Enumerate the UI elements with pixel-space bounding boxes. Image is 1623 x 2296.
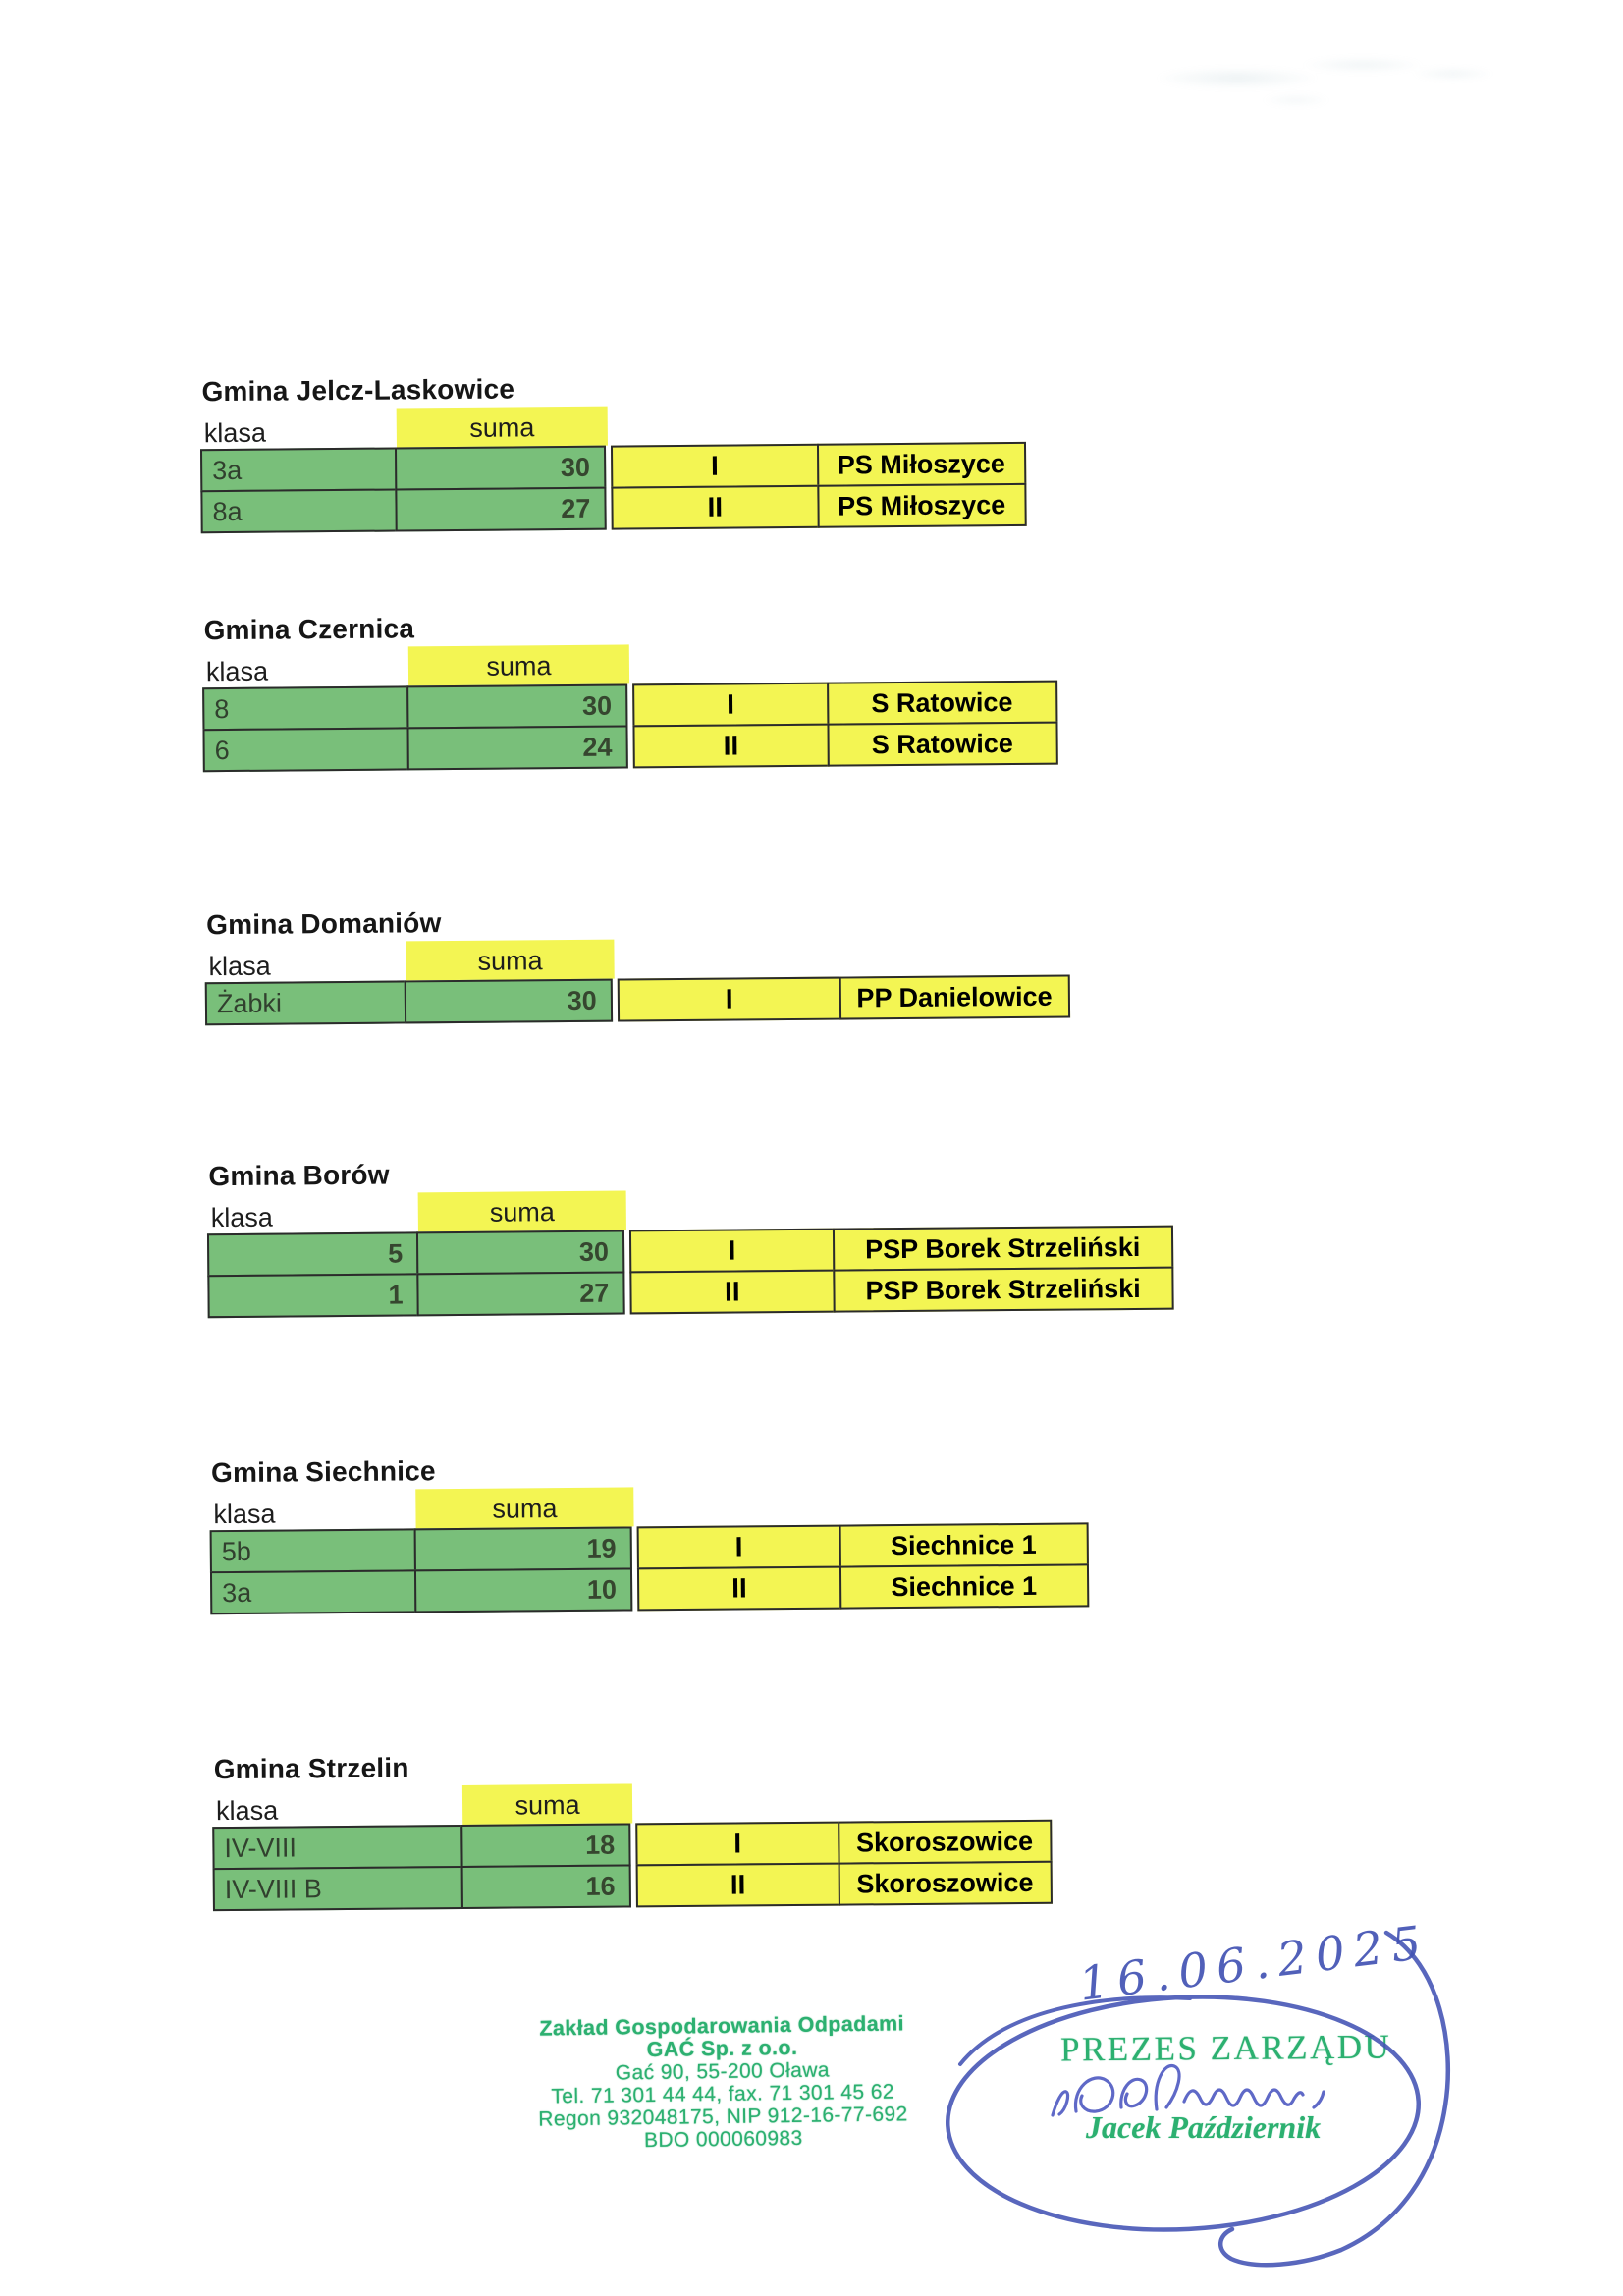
suma-cell: 18 xyxy=(460,1823,630,1868)
table-row xyxy=(207,1266,1173,1318)
table-row xyxy=(200,483,1026,533)
school-cell: PS Miłoszyce xyxy=(817,442,1026,487)
klasa-cell: 3a xyxy=(200,447,397,492)
column-header-suma: suma xyxy=(415,1487,633,1528)
suma-cell: 30 xyxy=(406,683,627,729)
place-cell: I xyxy=(632,683,829,728)
green-cell-group xyxy=(207,1230,624,1277)
handwritten-date: 16.06.2025 xyxy=(1075,1915,1434,2012)
suma-cell: 24 xyxy=(406,725,627,770)
klasa-cell: 5 xyxy=(207,1231,418,1277)
section-title: Gmina Borów xyxy=(208,1159,390,1192)
school-cell: S Ratowice xyxy=(827,721,1057,766)
column-header-klasa: klasa xyxy=(203,417,267,449)
column-header-klasa: klasa xyxy=(205,656,269,687)
klasa-cell: 5b xyxy=(210,1528,416,1573)
suma-cell: 30 xyxy=(395,446,606,491)
klasa-cell: 8 xyxy=(202,685,408,731)
company-stamp-line: BDO 000060983 xyxy=(643,2126,803,2153)
school-cell: S Ratowice xyxy=(827,681,1057,726)
klasa-cell: 8a xyxy=(200,488,397,533)
place-cell: I xyxy=(636,1525,840,1570)
gmina-section xyxy=(204,902,1070,1026)
column-header-klasa: klasa xyxy=(215,1795,279,1827)
suma-cell: 30 xyxy=(416,1230,624,1275)
section-title: Gmina Czernica xyxy=(203,613,415,646)
school-cell: Skoroszowice xyxy=(838,1820,1052,1865)
yellow-cell-group xyxy=(632,681,1057,728)
column-header-suma: suma xyxy=(406,940,614,981)
results-table xyxy=(205,975,1070,1026)
yellow-cell-group xyxy=(632,721,1057,768)
gmina-section xyxy=(212,1747,1053,1911)
column-header-suma: suma xyxy=(397,407,608,448)
green-cell-group xyxy=(200,486,606,533)
green-cell-group xyxy=(212,1823,630,1870)
suma-cell: 27 xyxy=(395,486,606,531)
column-header-suma: suma xyxy=(418,1190,626,1231)
place-cell: II xyxy=(632,723,829,768)
place-cell: II xyxy=(635,1862,839,1907)
stamp-signer-name: Jacek Październik xyxy=(1086,2109,1322,2145)
yellow-cell-group xyxy=(635,1820,1052,1867)
yellow-cell-group xyxy=(629,1266,1173,1314)
suma-cell: 16 xyxy=(460,1864,630,1909)
klasa-cell: 6 xyxy=(202,727,408,772)
table-row xyxy=(210,1563,1089,1614)
klasa-cell: 1 xyxy=(207,1273,418,1318)
klasa-cell: IV-VIII B xyxy=(213,1866,463,1911)
yellow-cell-group xyxy=(618,975,1070,1022)
table-row xyxy=(202,721,1057,772)
section-title: Gmina Domaniów xyxy=(206,907,442,941)
results-table xyxy=(200,442,1026,533)
results-table xyxy=(212,1820,1052,1911)
place-cell: II xyxy=(629,1269,835,1314)
green-cell-group xyxy=(213,1864,631,1911)
table-row xyxy=(213,1861,1053,1911)
section-title: Gmina Strzelin xyxy=(213,1752,409,1785)
school-cell: PP Danielowice xyxy=(839,975,1069,1020)
green-cell-group xyxy=(202,725,627,772)
place-cell: II xyxy=(637,1565,841,1611)
column-header-suma: suma xyxy=(462,1783,632,1825)
column-header-suma: suma xyxy=(408,644,629,685)
gmina-section xyxy=(201,608,1057,772)
column-header-klasa: klasa xyxy=(210,1202,273,1233)
place-cell: I xyxy=(611,444,819,489)
gmina-section xyxy=(206,1153,1173,1318)
green-cell-group xyxy=(200,446,606,493)
green-cell-group xyxy=(205,979,613,1026)
yellow-cell-group xyxy=(611,483,1026,530)
stamp-role-title: PREZES ZARZĄDU xyxy=(1059,2027,1392,2069)
klasa-cell: Żabki xyxy=(205,980,406,1025)
yellow-cell-group xyxy=(629,1226,1173,1274)
results-table xyxy=(207,1226,1173,1318)
suma-cell: 27 xyxy=(416,1271,624,1316)
place-cell: I xyxy=(635,1822,839,1867)
table-row xyxy=(205,975,1070,1026)
gmina-section xyxy=(209,1449,1089,1614)
suma-cell: 10 xyxy=(414,1567,632,1613)
company-stamp xyxy=(527,2012,918,2154)
yellow-cell-group xyxy=(611,442,1026,489)
green-cell-group xyxy=(210,1567,632,1614)
results-table xyxy=(210,1522,1089,1614)
green-cell-group xyxy=(210,1526,632,1573)
klasa-cell: IV-VIII xyxy=(212,1825,462,1870)
yellow-cell-group xyxy=(635,1861,1052,1908)
place-cell: II xyxy=(611,485,819,530)
place-cell: I xyxy=(629,1229,835,1274)
school-cell: Siechnice 1 xyxy=(839,1522,1088,1567)
yellow-cell-group xyxy=(637,1563,1089,1611)
place-cell: I xyxy=(618,977,841,1022)
section-title: Gmina Siechnice xyxy=(210,1455,436,1489)
company-stamp-line: GAĆ Sp. z o.o. xyxy=(646,2035,798,2062)
school-cell: PSP Borek Strzeliński xyxy=(833,1266,1173,1312)
suma-cell: 30 xyxy=(405,979,613,1024)
company-stamp-line: Gać 90, 55-200 Oława xyxy=(615,2058,831,2085)
company-stamp-line: Zakład Gospodarowania Odpadami xyxy=(539,2011,905,2041)
company-stamp-line: Tel. 71 301 44 44, fax. 71 301 45 62 xyxy=(551,2080,895,2108)
school-cell: Skoroszowice xyxy=(838,1861,1052,1906)
suma-cell: 19 xyxy=(413,1526,631,1571)
yellow-cell-group xyxy=(636,1522,1088,1569)
company-stamp-line: Regon 932048175, NIP 912-16-77-692 xyxy=(538,2103,908,2131)
school-cell: PS Miłoszyce xyxy=(817,483,1026,528)
gmina-section xyxy=(199,369,1026,533)
school-cell: PSP Borek Strzeliński xyxy=(833,1226,1173,1272)
column-header-klasa: klasa xyxy=(208,951,271,982)
school-cell: Siechnice 1 xyxy=(839,1563,1089,1609)
section-title: Gmina Jelcz-Laskowice xyxy=(201,373,515,408)
column-header-klasa: klasa xyxy=(213,1499,276,1530)
klasa-cell: 3a xyxy=(210,1569,416,1614)
results-table xyxy=(202,681,1057,772)
green-cell-group xyxy=(207,1271,624,1318)
green-cell-group xyxy=(202,683,627,731)
